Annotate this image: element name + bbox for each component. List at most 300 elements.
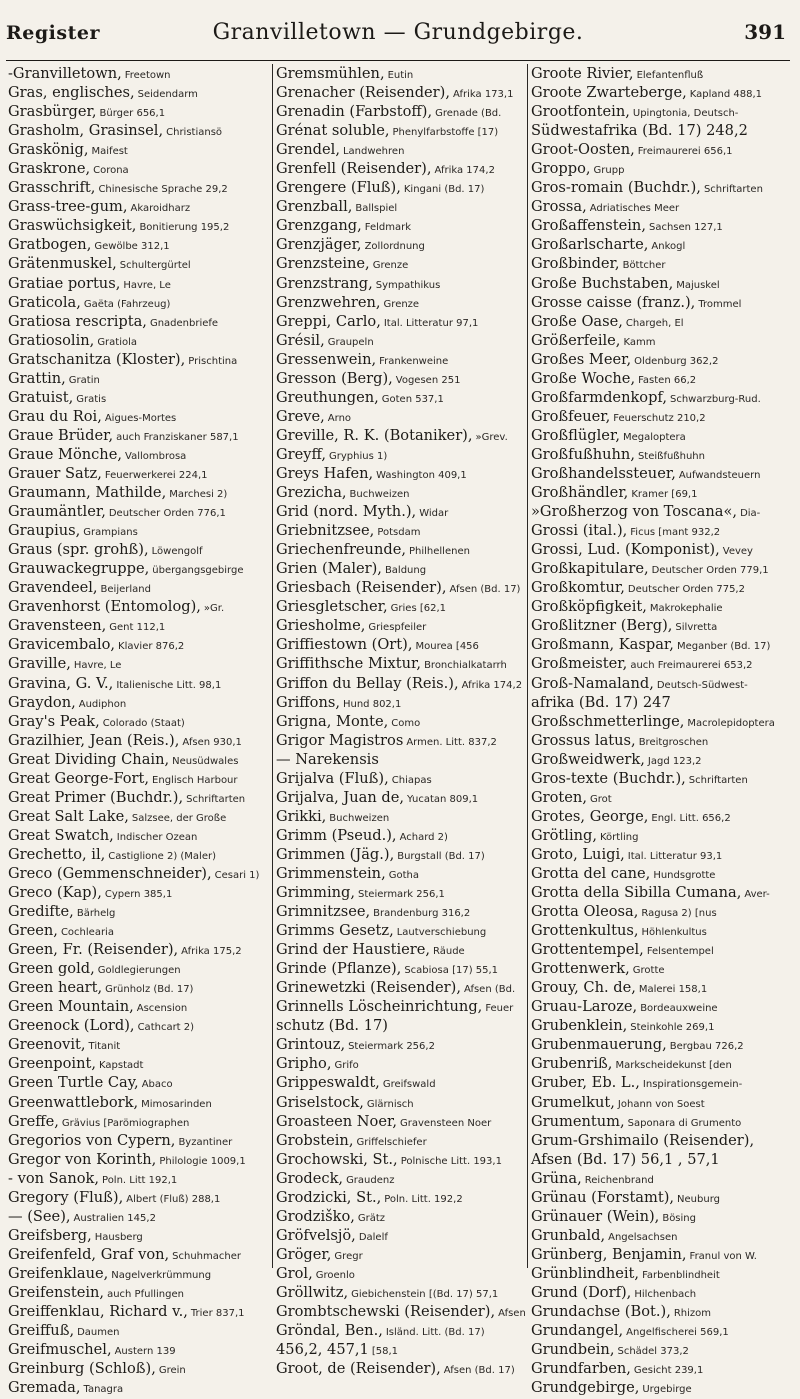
entry-term: Grésil, — [276, 331, 325, 349]
index-entry — [276, 1283, 526, 1302]
entry-term: Grazilhier, Jean (Reis.), — [8, 731, 180, 749]
entry-term: Graville, — [8, 655, 71, 673]
entry-term: Grengere (Fluß), — [276, 179, 401, 197]
entry-term: Grimm (Pseud.), — [276, 826, 397, 844]
entry-term: Gratiae portus, — [8, 274, 121, 292]
entry-reference: Johann von Soest — [617, 1098, 705, 1110]
index-entry — [276, 597, 526, 616]
entry-term: Green heart, — [8, 979, 103, 997]
index-entry — [276, 864, 526, 883]
entry-reference: Kamm — [623, 336, 656, 348]
index-entry — [276, 197, 526, 216]
entry-term: Grottenkultus, — [531, 922, 639, 940]
entry-term: Groot-Oosten, — [531, 141, 635, 159]
entry-term: Grundbein, — [531, 1341, 615, 1359]
index-entry — [8, 845, 270, 864]
entry-reference: Afrika 174,2 — [461, 679, 523, 691]
index-entry — [8, 597, 270, 616]
entry-term: Gray's Peak, — [8, 712, 100, 730]
entry-term: Grossus latus, — [531, 731, 636, 749]
entry-term: Grenzstrang, — [276, 274, 373, 292]
entry-reference: Feuerwerkerei 224,1 — [104, 469, 208, 481]
index-entry — [276, 350, 526, 369]
index-entry — [8, 693, 270, 712]
index-column-3 — [531, 64, 795, 1397]
index-entry — [531, 959, 795, 978]
index-entry — [531, 426, 795, 445]
index-entry — [276, 388, 526, 407]
index-entry — [531, 845, 795, 864]
index-entry — [8, 1321, 270, 1340]
entry-term: Greys Hafen, — [276, 464, 374, 482]
entry-reference: Deutscher Orden 775,2 — [627, 584, 745, 596]
entry-term: Grenacher (Reisender), — [276, 84, 450, 102]
entry-reference: Prischtina — [188, 355, 238, 367]
entry-term: Grinnells Löscheinrichtung, — [276, 998, 483, 1016]
index-entry — [8, 426, 270, 445]
index-entry — [531, 1340, 795, 1359]
entry-reference: Afrika 173,1 — [453, 89, 514, 101]
entry-term: Graumäntler, — [8, 503, 106, 521]
entry-term: Gruau-Laroze, — [531, 998, 638, 1016]
entry-reference: Gaëta (Fahrzeug) — [83, 298, 171, 310]
entry-reference: Audiphon — [78, 698, 127, 710]
entry-reference: Tanagra — [83, 1384, 124, 1396]
index-entry — [8, 216, 270, 235]
entry-term: Grenzgang, — [276, 217, 362, 235]
entry-reference: Schriftarten — [186, 793, 246, 805]
entry-term: Griebnitzsee, — [276, 522, 375, 540]
index-entry — [8, 674, 270, 693]
index-entry — [8, 654, 270, 673]
index-entry — [531, 1131, 795, 1150]
entry-term: Greville, R. K. (Botaniker), — [276, 426, 473, 444]
entry-term: Greco (Gemmenschneider), — [8, 864, 212, 882]
entry-term: Großflügler, — [531, 426, 620, 444]
entry-term: Great Swatch, — [8, 826, 114, 844]
index-entry — [8, 159, 270, 178]
entry-term: Groote Rivier, — [531, 65, 634, 82]
index-entry — [8, 1169, 270, 1188]
index-entry — [8, 1016, 270, 1035]
index-entry — [8, 540, 270, 559]
index-entry — [531, 502, 795, 521]
entry-reference: Gravensteen Noer — [400, 1117, 492, 1129]
index-entry — [531, 445, 795, 464]
entry-term: Großschmetterlinge, — [531, 712, 685, 730]
entry-reference: Ital. Litteratur 93,1 — [627, 850, 723, 862]
index-column-1 — [8, 64, 270, 1397]
index-entry — [276, 1302, 526, 1321]
entry-term: Gratschanitza (Kloster), — [8, 350, 186, 368]
entry-term: Gröger, — [276, 1245, 332, 1263]
entry-reference: Breitgroschen — [638, 736, 709, 748]
index-entry — [531, 369, 795, 388]
index-entry — [276, 1264, 526, 1283]
index-entry — [8, 1245, 270, 1264]
entry-term: Griffon du Bellay (Reis.), — [276, 674, 459, 692]
entry-term: Grimmen (Jäg.), — [276, 845, 395, 863]
entry-term: Great Dividing Chain, — [8, 750, 170, 768]
entry-reference: Grot — [589, 793, 612, 805]
index-entry — [8, 521, 270, 540]
index-entry — [8, 483, 270, 502]
index-entry — [276, 426, 526, 445]
entry-term: — (See), — [8, 1207, 71, 1225]
entry-term: Grumelkut, — [531, 1093, 615, 1111]
entry-term: Gruber, Eb. L., — [531, 1074, 640, 1092]
index-entry — [276, 293, 526, 312]
entry-term: Grauer Satz, — [8, 464, 102, 482]
index-entry — [531, 712, 795, 731]
index-entry — [8, 140, 270, 159]
entry-term: Greiffuß, — [8, 1322, 75, 1340]
index-entry — [531, 635, 795, 654]
entry-term: Gregorios von Cypern, — [8, 1131, 176, 1149]
entry-term: Grien (Maler), — [276, 560, 382, 578]
entry-term: Graskrone, — [8, 160, 91, 178]
index-entry — [531, 1378, 795, 1397]
entry-reference: Schultergürtel — [119, 260, 191, 272]
index-entry — [8, 1340, 270, 1359]
entry-reference: Griffelschiefer — [356, 1136, 427, 1148]
entry-reference: Deutscher Orden 779,1 — [651, 565, 769, 577]
entry-term: Grasholm, Grasinsel, — [8, 122, 164, 140]
entry-term: Groß-Namaland, — [531, 674, 654, 692]
entry-term: Grigna, Monte, — [276, 712, 389, 730]
entry-term: Grimms Gesetz, — [276, 922, 394, 940]
entry-term: Grundangel, — [531, 1322, 624, 1340]
index-entry — [531, 616, 795, 635]
entry-reference: Albert (Fluß) 288,1 — [126, 1193, 221, 1205]
index-entry — [8, 1035, 270, 1054]
entry-reference: Afsen (Bd. 17) — [449, 584, 521, 596]
entry-term: Großhandelssteuer, — [531, 464, 676, 482]
index-entry — [531, 769, 795, 788]
entry-term: Gravendeel, — [8, 579, 98, 597]
index-entry — [531, 350, 795, 369]
entry-reference: Yucatan 809,1 — [407, 793, 479, 805]
entry-reference: Feuerschutz 210,2 — [613, 412, 706, 424]
entry-term: schutz (Bd. 17) — [276, 1017, 388, 1035]
entry-term: — Narekensis — [276, 750, 379, 768]
index-entry — [531, 464, 795, 483]
entry-term: Grossi, Lud. (Komponist), — [531, 541, 720, 559]
entry-reference: Höhlenkultus — [641, 927, 707, 939]
entry-reference: Landwehren — [342, 146, 405, 158]
index-entry — [531, 940, 795, 959]
entry-term: Grotta della Sibilla Cumana, — [531, 884, 742, 902]
index-entry — [276, 502, 526, 521]
index-entry — [276, 978, 526, 997]
index-entry — [276, 83, 526, 102]
entry-reference: Gratin — [68, 374, 100, 386]
entry-term: Großkomtur, — [531, 579, 625, 597]
entry-reference: Sachsen 127,1 — [648, 222, 723, 234]
entry-term: Grunbald, — [531, 1226, 606, 1244]
entry-reference: Ankogl — [651, 241, 686, 253]
index-entry — [276, 674, 526, 693]
entry-term: Grubenriß, — [531, 1055, 613, 1073]
index-entry — [8, 64, 270, 83]
entry-term: Grum-Grshimailo (Reisender), — [531, 1131, 755, 1149]
entry-term: Grodeck, — [276, 1169, 344, 1187]
entry-term: Grenzsteine, — [276, 255, 370, 273]
index-entry — [531, 826, 795, 845]
entry-reference: Widar — [419, 508, 449, 520]
entry-term: Grosse caisse (franz.), — [531, 293, 696, 311]
entry-reference: Adriatisches Meer — [589, 203, 680, 215]
entry-term: Groot, de (Reisender), — [276, 1360, 441, 1378]
entry-reference: Eutin — [387, 70, 414, 81]
index-entry — [276, 883, 526, 902]
index-entry — [531, 674, 795, 693]
index-entry — [276, 1340, 526, 1359]
entry-term: Großlitzner (Berg), — [531, 617, 673, 635]
entry-term: Großfarmdenkopf, — [531, 388, 667, 406]
index-entry — [531, 578, 795, 597]
index-entry — [8, 578, 270, 597]
entry-reference: Abaco — [141, 1079, 173, 1091]
index-entry — [276, 407, 526, 426]
entry-reference: Grenze — [372, 260, 409, 272]
index-entry — [8, 731, 270, 750]
entry-term: Greifsberg, — [8, 1226, 92, 1244]
entry-term: Grid (nord. Myth.), — [276, 503, 417, 521]
entry-reference: Seidendarm — [137, 89, 198, 101]
entry-term: Grasbürger, — [8, 103, 97, 121]
entry-term: Grijalva, Juan de, — [276, 788, 405, 806]
entry-reference: Saponara di Grumento — [627, 1117, 742, 1129]
entry-term: Grass-tree-gum, — [8, 198, 128, 216]
entry-term: Grol, — [276, 1264, 313, 1282]
index-entry — [531, 64, 795, 83]
entry-reference: Gesicht 239,1 — [633, 1365, 704, 1377]
index-entry — [8, 712, 270, 731]
column-divider — [272, 64, 273, 1268]
entry-reference: Gnadenbriefe — [149, 317, 219, 329]
entry-term: Griechenfreunde, — [276, 541, 406, 559]
entry-reference: Böttcher — [622, 260, 666, 272]
index-entry — [276, 521, 526, 540]
entry-reference: »Gr. — [203, 603, 225, 615]
index-entry — [8, 788, 270, 807]
entry-term: Gras, englisches, — [8, 84, 135, 102]
entry-reference: Schriftarten — [703, 184, 763, 196]
entry-term: Grünauer (Wein), — [531, 1207, 660, 1225]
entry-term: Griffiestown (Ort), — [276, 636, 413, 654]
index-entry — [276, 959, 526, 978]
entry-reference: Mimosarinden — [141, 1098, 212, 1110]
entry-reference: Scabiosa [17) 55,1 — [404, 965, 499, 977]
entry-term: Grenadin (Farbstoff), — [276, 103, 433, 121]
index-entry — [8, 1283, 270, 1302]
entry-reference: Afrika 175,2 — [181, 946, 242, 958]
entry-term: Gredifte, — [8, 903, 74, 921]
entry-reference: Australien 145,2 — [73, 1212, 156, 1224]
entry-reference: Farbenblindheit — [642, 1269, 720, 1281]
entry-reference: Markscheidekunst [den — [615, 1060, 732, 1072]
entry-reference: Maifest — [91, 146, 128, 158]
entry-reference: Bergbau 726,2 — [669, 1041, 744, 1053]
index-entry — [531, 121, 795, 140]
entry-reference: Neuburg — [677, 1193, 720, 1205]
entry-term: Greffe, — [8, 1112, 59, 1130]
index-entry — [276, 178, 526, 197]
index-entry — [531, 1035, 795, 1054]
entry-reference: Trommel — [698, 298, 742, 310]
index-entry — [531, 902, 795, 921]
index-entry — [8, 1188, 270, 1207]
entry-term: Greifmuschel, — [8, 1341, 112, 1359]
entry-term: Gremada, — [8, 1379, 81, 1397]
entry-term: Grätenmuskel, — [8, 255, 117, 273]
index-entry — [276, 826, 526, 845]
entry-reference: Gent 112,1 — [109, 622, 166, 634]
entry-reference: Buchweizen — [329, 812, 390, 824]
page-header — [6, 16, 790, 50]
entry-reference: Gregr — [334, 1250, 363, 1262]
entry-reference: Angelfischerei 569,1 — [626, 1327, 729, 1339]
index-entry — [531, 921, 795, 940]
entry-reference: Washington 409,1 — [376, 469, 467, 481]
entry-reference: Ragusa 2) [nus — [641, 908, 717, 920]
index-entry — [276, 274, 526, 293]
index-entry — [276, 788, 526, 807]
index-entry — [8, 102, 270, 121]
entry-term: Grubenmauerung, — [531, 1036, 667, 1054]
entry-term: Grenzball, — [276, 198, 353, 216]
entry-term: Greiffenklau, Richard v., — [8, 1303, 188, 1321]
index-entry — [531, 407, 795, 426]
index-entry — [276, 1169, 526, 1188]
entry-reference: Silvretta — [675, 622, 718, 634]
entry-term: Greinburg (Schloß), — [8, 1360, 156, 1378]
entry-reference: Graupeln — [327, 336, 374, 348]
entry-reference: Klavier 876,2 — [118, 641, 185, 653]
entry-reference: Afrika 174,2 — [434, 165, 495, 177]
index-entry — [531, 254, 795, 273]
entry-reference: Gotha — [388, 869, 419, 881]
entry-reference: Grifo — [334, 1060, 359, 1072]
entry-term: Gresson (Berg), — [276, 369, 393, 387]
entry-reference: Ascension — [136, 1003, 188, 1015]
index-entry — [8, 769, 270, 788]
entry-term: Grenzjäger, — [276, 236, 362, 254]
entry-reference: Mourea [456 — [415, 641, 479, 653]
entry-term: »Großherzog von Toscana«, — [531, 503, 738, 521]
entry-reference: Grupp — [593, 165, 625, 177]
entry-term: Grau du Roi, — [8, 407, 102, 425]
index-entry — [276, 731, 526, 750]
entry-term: Grund (Dorf), — [531, 1284, 632, 1301]
index-entry — [531, 1283, 795, 1302]
entry-term: Great Salt Lake, — [8, 807, 129, 825]
entry-reference: Baldung — [384, 565, 427, 577]
index-entry — [8, 1054, 270, 1073]
index-entry — [8, 864, 270, 883]
entry-reference: Daumen — [77, 1327, 120, 1339]
entry-reference: Gewölbe 312,1 — [94, 241, 170, 253]
index-entry — [531, 83, 795, 102]
entry-reference: Austern 139 — [114, 1346, 176, 1358]
entry-reference: Jagd 123,2 — [647, 755, 702, 767]
entry-term: Grünblindheit, — [531, 1264, 640, 1282]
index-entry — [8, 1207, 270, 1226]
index-entry — [8, 121, 270, 140]
entry-term: Gravensteen, — [8, 617, 107, 635]
index-entry — [8, 1264, 270, 1283]
entry-reference: Beijerland — [100, 584, 151, 596]
entry-term: Graticola, — [8, 293, 81, 311]
entry-reference: Bronchialkatarrh — [424, 660, 507, 672]
entry-term: Green, Fr. (Reisender), — [8, 941, 179, 959]
entry-reference: Steiermark 256,2 — [348, 1041, 435, 1053]
index-entry — [276, 921, 526, 940]
index-entry — [276, 578, 526, 597]
entry-term: Grigor Magistros — [276, 731, 404, 749]
entry-reference: Goten 537,1 — [381, 393, 444, 405]
entry-reference: Polnische Litt. 193,1 — [400, 1155, 502, 1167]
entry-reference: Engl. Litt. 656,2 — [651, 812, 731, 824]
entry-term: Greuthungen, — [276, 388, 379, 406]
index-entry — [8, 902, 270, 921]
entry-reference: Hausberg — [94, 1231, 143, 1243]
entry-reference: auch Franziskaner 587,1 — [116, 431, 239, 443]
entry-reference: Zollordnung — [364, 241, 425, 253]
entry-term: Greifenfeld, Graf von, — [8, 1245, 170, 1263]
entry-reference: Vogesen 251 — [395, 374, 461, 386]
entry-term: Grenfell (Reisender), — [276, 160, 432, 178]
index-entry — [8, 178, 270, 197]
index-entry — [8, 388, 270, 407]
entry-reference: Schriftarten — [688, 774, 748, 786]
index-entry — [276, 1207, 526, 1226]
entry-reference: Hilchenbach — [634, 1289, 697, 1300]
entry-term: afrika (Bd. 17) 247 — [531, 693, 671, 711]
entry-reference: Castiglione 2) (Maler) — [108, 850, 217, 862]
index-entry — [276, 902, 526, 921]
entry-term: Groppo, — [531, 160, 591, 178]
entry-term: Gravenhorst (Entomolog), — [8, 598, 201, 616]
entry-term: Grijalva (Fluß), — [276, 769, 389, 787]
entry-reference: Burgstall (Bd. 17) — [397, 850, 485, 862]
index-entry — [8, 407, 270, 426]
entry-term: Greyff, — [276, 445, 327, 463]
index-entry — [531, 978, 795, 997]
index-entry — [276, 1226, 526, 1245]
entry-term: Großbinder, — [531, 255, 620, 273]
index-entry — [276, 1150, 526, 1169]
entry-reference: Grein — [158, 1365, 186, 1377]
entry-term: Großaffenstein, — [531, 217, 646, 235]
index-entry — [531, 540, 795, 559]
index-entry — [531, 997, 795, 1016]
entry-term: Grobstein, — [276, 1131, 354, 1149]
entry-reference: Schwarzburg-Rud. — [669, 393, 761, 405]
entry-term: Grötling, — [531, 826, 597, 844]
entry-term: Greco (Kap), — [8, 884, 102, 902]
entry-reference: Makrokephalie — [649, 603, 723, 615]
entry-reference: Steiermark 256,1 — [358, 889, 445, 901]
entry-reference: Philologie 1009,1 — [159, 1155, 246, 1167]
entry-term: Grimnitzsee, — [276, 903, 371, 921]
entry-reference: Brandenburg 316,2 — [373, 908, 471, 920]
entry-reference: Afsen — [498, 1308, 526, 1320]
index-entry — [531, 1245, 795, 1264]
entry-term: Grochowski, St., — [276, 1150, 398, 1168]
index-entry — [8, 331, 270, 350]
